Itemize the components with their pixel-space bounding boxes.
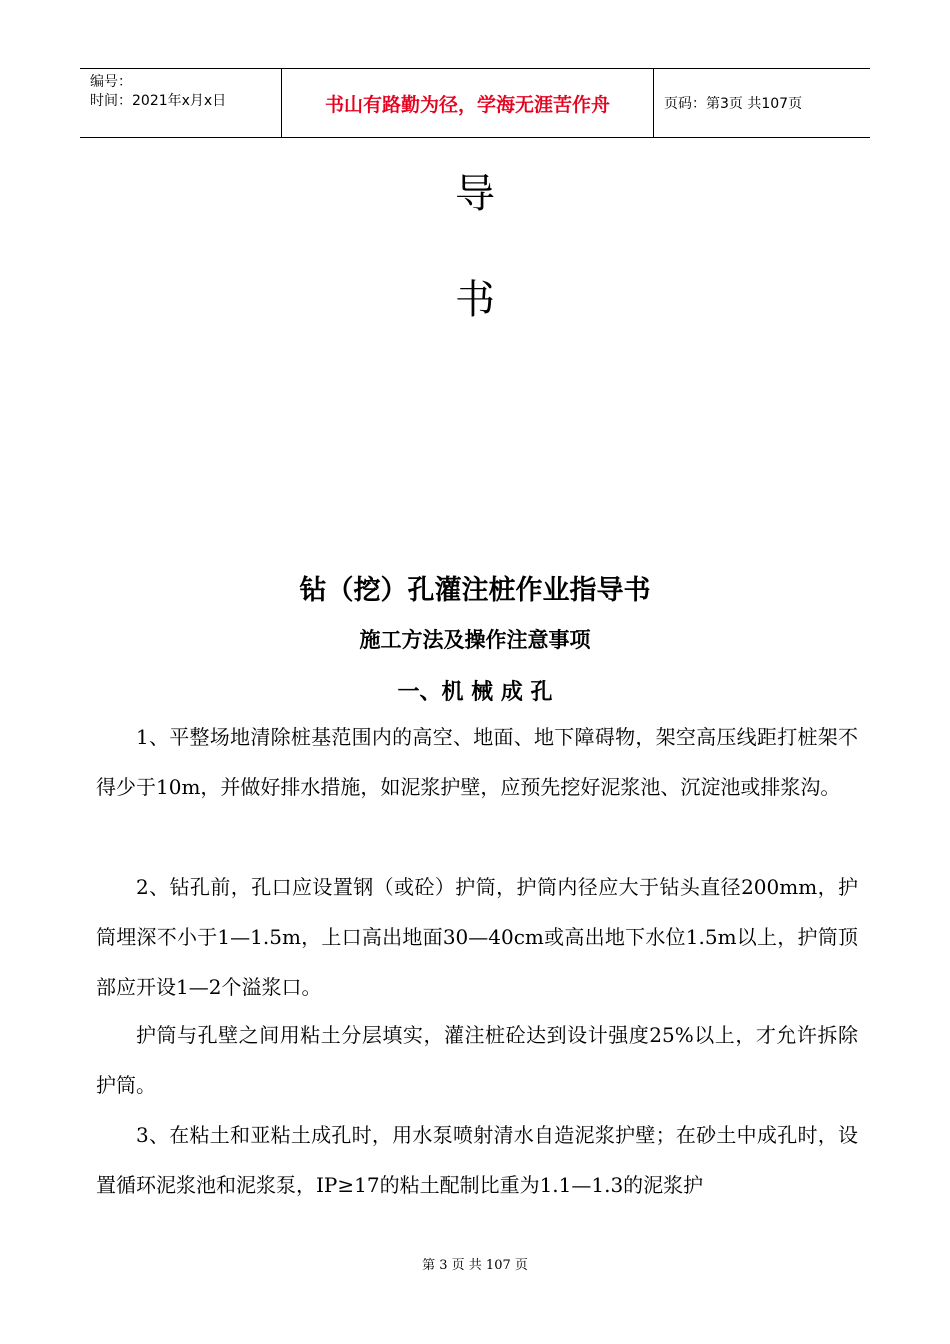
page-footer: 第 3 页 共 107 页: [422, 1258, 528, 1273]
paragraph: 2、钻孔前，孔口应设置钢（或砼）护筒，护筒内径应大于钻头直径200mm，护筒埋深不小于1—1.5m，上口高出地面30—40cm或高出地下水位1.5m以上，护筒顶部应开设1—2个溢浆口。: [96, 875, 858, 999]
document-date: 时间：2021年x月x日: [90, 93, 227, 109]
header-meta: [80, 69, 281, 137]
header-page-info: 页码：第3页 共107页: [664, 96, 803, 112]
document-number: 编号：: [90, 74, 132, 90]
cover-char-1: 导: [455, 171, 495, 217]
paragraph: 1、平整场地清除桩基范围内的高空、地面、地下障碍物，架空高压线距打桩架不得少于10m，并做好排水措施，如泥浆护壁，应预先挖好泥浆池、沉淀池或排浆沟。: [96, 725, 858, 799]
document-subtitle: 施工方法及操作注意事项: [359, 627, 591, 652]
page-header: [80, 68, 870, 138]
document-title: 钻（挖）孔灌注桩作业指导书: [299, 575, 651, 606]
paragraph: 3、在粘土和亚粘土成孔时，用水泵喷射清水自造泥浆护壁；在砂土中成孔时，设置循环泥浆池和泥浆泵，IP≥17的粘土配制比重为1.1—1.3的泥浆护: [96, 1123, 858, 1197]
section-heading: 一、机 械 成 孔: [397, 679, 553, 705]
paragraph: 护筒与孔壁之间用粘土分层填实，灌注桩砼达到设计强度25%以上，才允许拆除护筒。: [96, 1023, 858, 1097]
cover-char-2: 书: [455, 277, 495, 323]
header-motto: 书山有路勤为径，学海无涯苦作舟: [281, 69, 654, 137]
